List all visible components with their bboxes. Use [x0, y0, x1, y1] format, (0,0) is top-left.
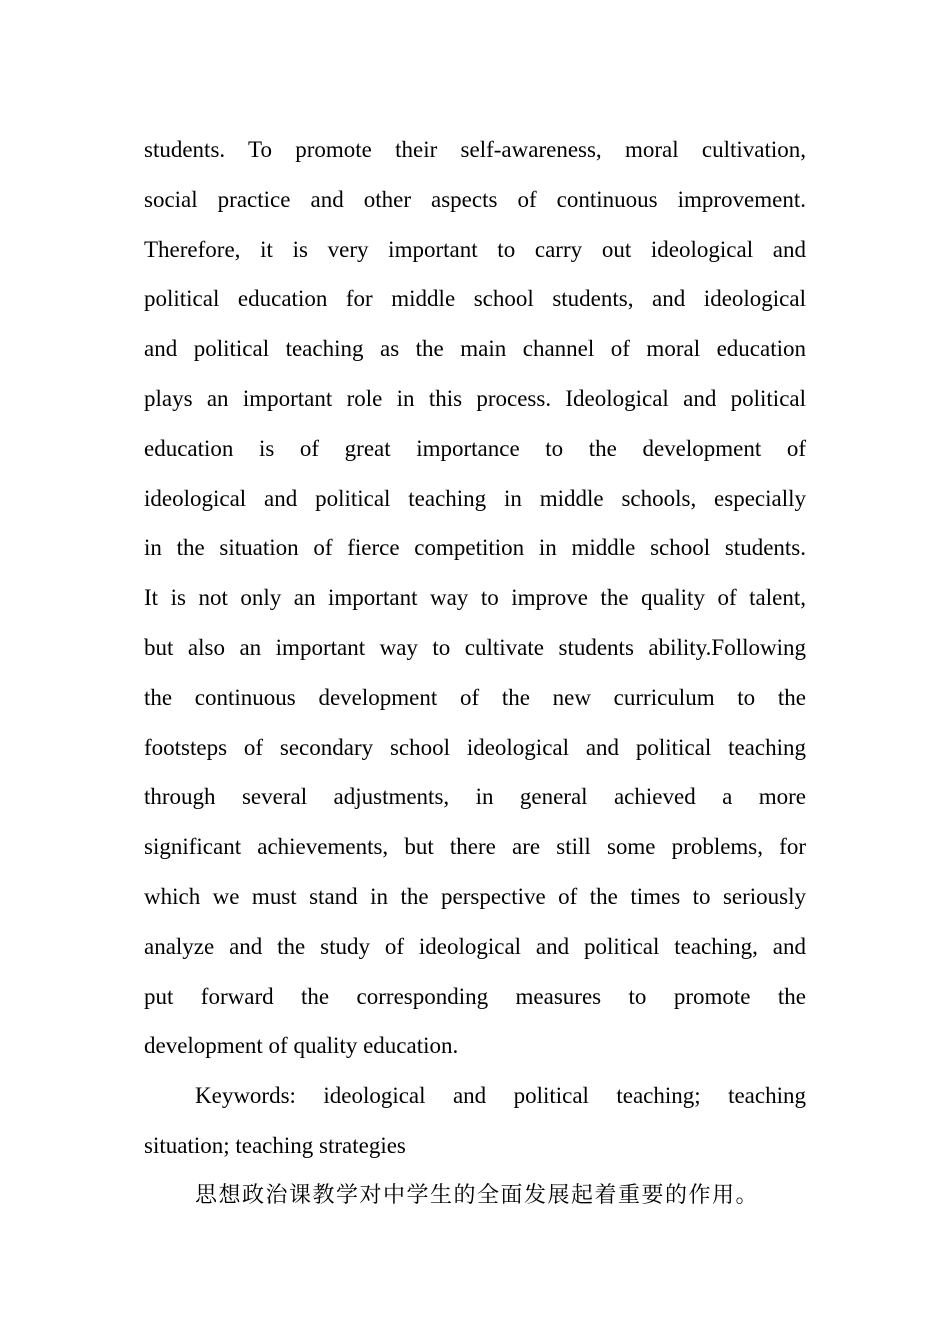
abstract-line: and political teaching as the main channel of moral education	[144, 336, 806, 362]
abstract-line: It is not only an important way to improve the quality of talent,	[144, 585, 806, 611]
chinese-line: 思想政治课教学对中学生的全面发展起着重要的作用。	[195, 1182, 760, 1208]
abstract-line: plays an important role in this process. Ideological and political	[144, 385, 806, 411]
abstract-line: which we must stand in the perspective of the times to seriously	[144, 883, 806, 909]
abstract-paragraph	[144, 125, 806, 1071]
document-page	[144, 125, 806, 1221]
abstract-line: political education for middle school students, and ideological	[144, 286, 806, 312]
abstract-line: ideological and political teaching in middle schools, especially	[144, 485, 806, 511]
abstract-line: footsteps of secondary school ideological and political teaching	[144, 734, 806, 760]
abstract-line: put forward the corresponding measures to promote the	[144, 983, 806, 1009]
abstract-line: significant achievements, but there are still some problems, for	[144, 834, 806, 860]
abstract-line: through several adjustments, in general achieved a more	[144, 784, 806, 810]
keywords-paragraph	[144, 1071, 806, 1171]
abstract-line: development of quality education.	[144, 1033, 459, 1059]
keywords-line: situation; teaching strategies	[144, 1132, 406, 1158]
abstract-line: in the situation of fierce competition in middle school students.	[144, 535, 806, 561]
abstract-line: analyze and the study of ideological and political teaching, and	[144, 933, 806, 959]
keywords-line: Keywords: ideological and political teaching; teaching	[195, 1083, 806, 1109]
abstract-line: education is of great importance to the development of	[144, 435, 806, 461]
abstract-line: Therefore, it is very important to carry out ideological and	[144, 236, 806, 262]
abstract-line: the continuous development of the new curriculum to the	[144, 684, 806, 710]
abstract-line: but also an important way to cultivate students ability.Following	[144, 634, 806, 660]
abstract-line: students. To promote their self-awareness, moral cultivation,	[144, 137, 806, 162]
abstract-line: social practice and other aspects of continuous improvement.	[144, 186, 806, 212]
chinese-body-paragraph	[144, 1171, 806, 1221]
